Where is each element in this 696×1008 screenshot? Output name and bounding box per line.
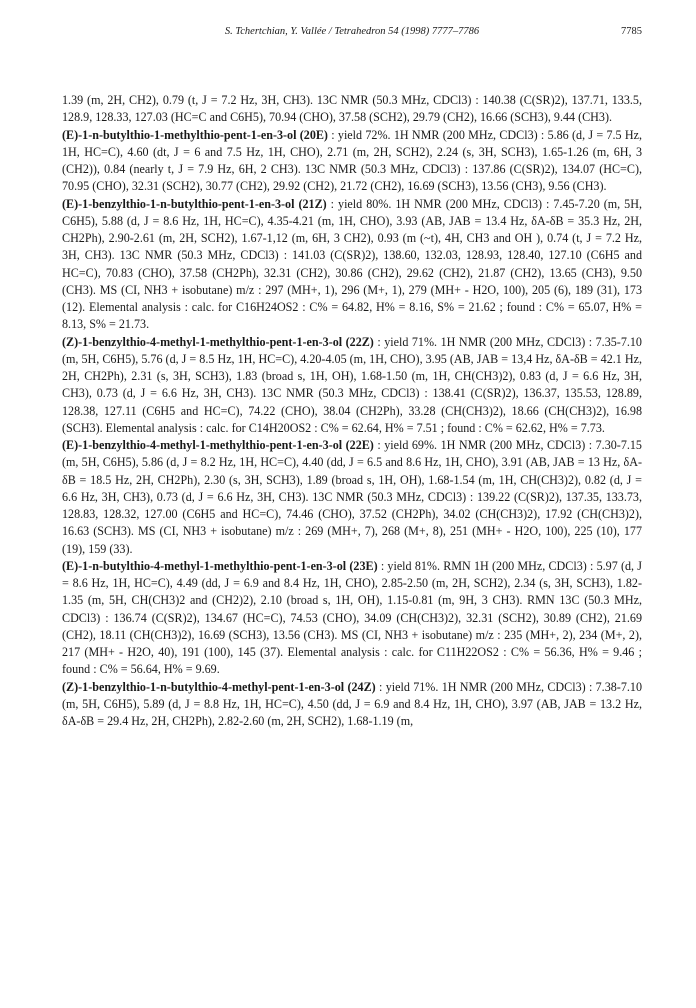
- paragraph-compound-23E: [62, 558, 642, 679]
- page-number: 7785: [621, 26, 642, 37]
- paragraph-text: : yield 80%. 1H NMR (200 MHz, CDCl3) : 7.45-7.20 (m, 5H, C6H5), 5.88 (d, J = 8.6 Hz, 1H, HC=C), 4.35-4.21 (m, 1H, CHO), 3.93 (AB, JAB = 13.4 Hz, δA-δB = 35.3 Hz, 2H, CH2Ph), 2.90-2.61 (m, 2H, SCH2), 1.67-1,12 (m, 6H, 3 CH2), 0.93 (m (~t), 4H, CH3 and OH ), 0.74 (t, J = 7.2 Hz, 3H, CH3). 13C NMR (50.3 MHz, CDCl3) : 141.03 (C(SR)2), 138.60, 132.03, 128.93, 128.40, 127.10 (C6H5 and HC=C), 70.83 (CHO), 37.58 (CH2Ph), 32.31 (CH2), 30.86 (CH2), 29.62 (CH2), 21.87 (CH2), 13.65 (CH3), 9.50 (CH3). MS (CI, NH3 + isobutane) m/z : 297 (MH+, 1), 296 (M+, 1), 279 (MH+ - H2O, 100), 205 (6), 189 (31), 173 (12). Elemental analysis : calc. for C16H24OS2 : C% = 64.82, H% = 8.16, S% = 21.62 ; found : C% = 65.07, H% = 8.13, S% = 21.73.: [62, 196, 642, 332]
- running-title: S. Tchertchian, Y. Vallée / Tetrahedron 54 (1998) 7777–7786: [224, 26, 480, 37]
- compound-title: (E)-1-benzylthio-1-n-butylthio-pent-1-en-3-ol (21Z): [62, 196, 327, 211]
- paragraph-compound-21Z: [62, 196, 642, 334]
- paragraph-text: : yield 81%. RMN 1H (200 MHz, CDCl3) : 5.97 (d, J = 8.6 Hz, 1H, HC=C), 4.49 (dd, J = 6.9 and 8.4 Hz, 1H, CHO), 2.85-2.50 (m, 2H, SCH2), 2.34 (s, 3H, SCH3), 1.82-1.35 (m, 5H, CH(CH3)2 and (CH2)2), 2.10 (broad s, 1H, OH), 1.15-0.81 (m, 9H, 3 CH3). RMN 13C (50.3 MHz, CDCl3) : 136.74 (C(SR)2), 134.67 (HC=C), 74.53 (CHO), 34.09 (CH(CH3)2), 32.31 (SCH2), 30.89 (CH2), 21.69 (CH2), 18.11 (CH(CH3)2), 16.69 (SCH3), 13.56 (CH3). MS (CI, NH3 + isobutane) m/z : 235 (MH+, 2), 234 (M+, 2), 217 (MH+ - H2O, 40), 191 (100), 145 (37). Elemental analysis : calc. for C11H22OS2 : C% = 56.36, H% = 9.46 ; found : C% = 56.64, H% = 9.69.: [62, 558, 642, 677]
- paragraph-compound-20E: [62, 127, 642, 196]
- paragraph-compound-22Z: [62, 334, 642, 438]
- paragraph-text: : yield 69%. 1H NMR (200 MHz, CDCl3) : 7.30-7.15 (m, 5H, C6H5), 5.86 (d, J = 8.2 Hz, 1H, HC=C), 4.40 (dd, J = 6.5 and 8.6 Hz, 1H, CHO), 3.91 (AB, JAB = 13 Hz, δA-δB = 18.5 Hz, 2H, CH2Ph), 2.30 (s, 3H, SCH3), 1.89 (broad s, 1H, OH), 1.68-1.54 (m, 1H, CH(CH3)2), 0.82 (d, J = 6.6 Hz, 3H, CH3), 0.73 (d, J = 6.6 Hz, 3H, CH3). 13C NMR (50.3 MHz, CDCl3) : 139.22 (C(SR)2), 137.35, 133.73, 128.83, 128.32, 127.00 (C6H5 and HC=C), 74.46 (CHO), 37.52 (CH2Ph), 34.02 (CH(CH3)2), 17.92 (CH(CH3)2), 16.63 (SCH3). MS (CI, NH3 + isobutane) m/z : 269 (MH+, 7), 268 (M+, 8), 251 (MH+ - H2O, 100), 225 (10), 177 (19), 159 (33).: [62, 438, 642, 556]
- paragraph-continuation: [62, 92, 642, 127]
- compound-title: (Z)-1-benzylthio-4-methyl-1-methylthio-pent-1-en-3-ol (22Z): [62, 334, 374, 349]
- compound-title: (Z)-1-benzylthio-1-n-butylthio-4-methyl-pent-1-en-3-ol (24Z): [62, 679, 376, 694]
- compound-title: (E)-1-n-butylthio-4-methyl-1-methylthio-pent-1-en-3-ol (23E): [62, 558, 378, 573]
- article-body: [62, 92, 642, 730]
- paragraph-text: : yield 72%. 1H NMR (200 MHz, CDCl3) : 5.86 (d, J = 7.5 Hz, 1H, HC=C), 4.60 (dt, J = 6 and 7.5 Hz, 1H, CHO), 2.71 (m, 2H, SCH2), 2.24 (s, 3H, SCH3), 1.65-1.26 (m, 6H, 3 (CH2)), 0.84 (nearly t, J = 7.9 Hz, 6H, 2 CH3). 13C NMR (50.3 MHz, CDCl3) : 137.86 (C(SR)2), 134.07 (HC=C), 70.95 (CHO), 32.31 (SCH2), 30.77 (CH2), 29.92 (CH2), 21.72 (CH2), 16.69 (SCH3), 13.56 (CH3), 9.56 (CH3).: [62, 127, 643, 194]
- paragraph-text: : yield 71%. 1H NMR (200 MHz, CDCl3) : 7.38-7.10 (m, 5H, C6H5), 5.89 (d, J = 8.8 Hz, 1H, HC=C), 4.50 (dd, J = 6.9 and 8.4 Hz, 1H, CHO), 3.97 (AB, JAB = 13.2 Hz, δA-δB = 29.4 Hz, 2H, CH2Ph), 2.82-2.60 (m, 2H, SCH2), 1.68-1.19 (m,: [62, 679, 642, 728]
- compound-title: (E)-1-n-butylthio-1-methylthio-pent-1-en-3-ol (20E): [62, 127, 328, 142]
- paragraph-compound-22E: [62, 437, 642, 558]
- running-header: [62, 26, 642, 40]
- paragraph-text: : yield 71%. 1H NMR (200 MHz, CDCl3) : 7.35-7.10 (m, 5H, C6H5), 5.76 (d, J = 8.5 Hz, 1H, HC=C), 4.20-4.05 (m, 1H, CHO), 3.95 (AB, JAB = 13,4 Hz, δA-δB = 42.1 Hz, 2H, CH2Ph), 2.31 (s, 3H, SCH3), 1.83 (broad s, 1H, OH), 1.68-1.50 (m, 1H, CH(CH3)2), 0.83 (d, J = 6.6 Hz, 3H, CH3), 0.73 (d, J = 6.6 Hz, 3H, CH3). 13C NMR (50.3 MHz, CDCl3) : 138.41 (C(SR)2), 136.37, 135.53, 128.89, 128.38, 127.11 (C6H5 and HC=C), 74.22 (CHO), 38.04 (CH2Ph), 33.28 (CH(CH3)2), 18.66 (CH(CH3)2), 16.98 (SCH3). Elemental analysis : calc. for C14H20OS2 : C% = 62.64, H% = 7.51 ; found : C% = 62.62, H% = 7.73.: [62, 334, 642, 435]
- compound-title: (E)-1-benzylthio-4-methyl-1-methylthio-pent-1-en-3-ol (22E): [62, 438, 374, 452]
- paragraph-compound-24Z: [62, 679, 642, 731]
- paragraph-text: 1.39 (m, 2H, CH2), 0.79 (t, J = 7.2 Hz, 3H, CH3). 13C NMR (50.3 MHz, CDCl3) : 140.38 (C(SR)2), 137.71, 133.5, 128.9, 128.33, 127.03 (HC=C and C6H5), 70.94 (CHO), 37.58 (SCH2), 29.79 (CH2), 16.66 (SCH3), 9.44 (CH3).: [62, 93, 642, 125]
